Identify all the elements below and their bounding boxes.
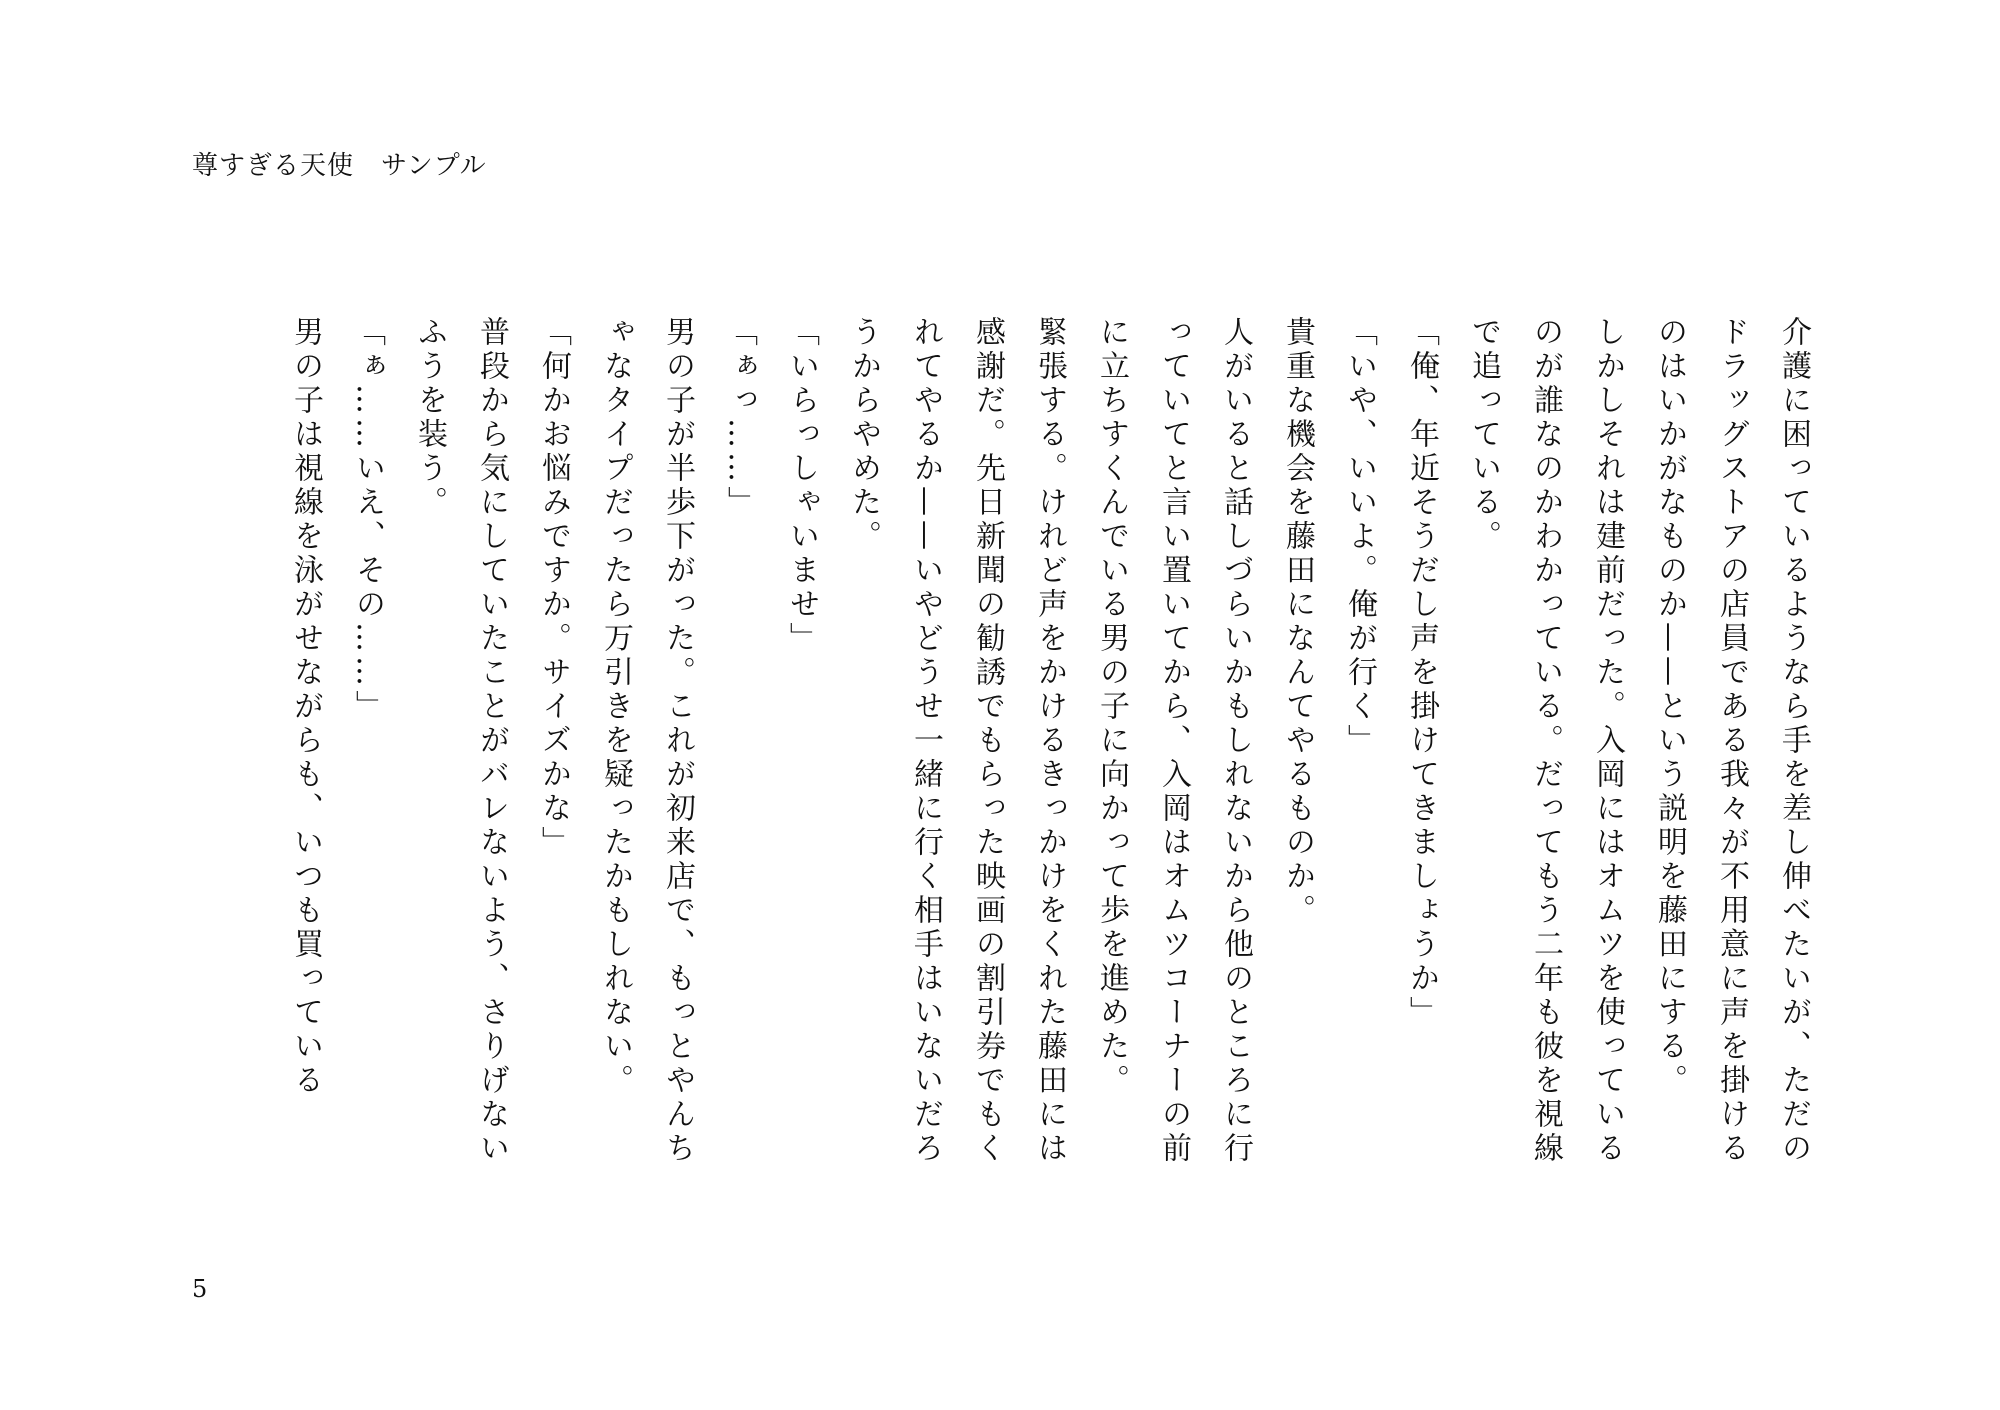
vertical-body-text: [204, 316, 1824, 1196]
paragraph: 人がいると話しづらいかもしれないから他のところに行っていてと言い置いてから、入岡はオムツコーナーの前に立ちすくんでいる男の子に向かって歩を進めた。: [1094, 316, 1253, 1166]
dialogue-line: 「ぁ……いえ、その……」: [350, 316, 385, 724]
paragraph: 男の子は視線を泳がせながらも、いつも買っている: [288, 316, 323, 1098]
running-header-title: 尊すぎる天使 サンプル: [192, 151, 487, 181]
page-number: 5: [192, 1275, 208, 1303]
dialogue-line: 「ぁっ……」: [722, 316, 757, 520]
dialogue-line: 「俺、年近そうだし声を掛けてきましょうか」: [1404, 316, 1439, 1030]
dialogue-line: 「何かお悩みですか。サイズかな」: [536, 316, 571, 860]
paragraph: 男の子が半歩下がった。これが初来店で、もっとやんちゃなタイプだったら万引きを疑ったかもしれない。: [598, 316, 695, 1166]
paragraph: 介護に困っているようなら手を差し伸べたいが、ただのドラッグストアの店員である我々が不用意に声を掛けるのはいかがなものか——という説明を藤田にする。: [1652, 316, 1811, 1166]
dialogue-line: 「いらっしゃいませ」: [784, 316, 819, 656]
paragraph: 貴重な機会を藤田になんてやるものか。: [1280, 316, 1315, 928]
dialogue-line: 「いや、いいよ。俺が行く」: [1342, 316, 1377, 758]
paragraph: 緊張する。けれど声をかけるきっかけをくれた藤田には感謝だ。先日新聞の勧誘でもらった映画の割引券でもくれてやるか——いやどうせ一緒に行く相手はいないだろうからやめた。: [846, 316, 1067, 1166]
paragraph: 普段から気にしていたことがバレないよう、さりげないふうを装う。: [412, 316, 509, 1166]
paragraph: しかしそれは建前だった。入岡にはオムツを使っているのが誰なのかわかっている。だってもう二年も彼を視線で追っている。: [1466, 316, 1625, 1166]
